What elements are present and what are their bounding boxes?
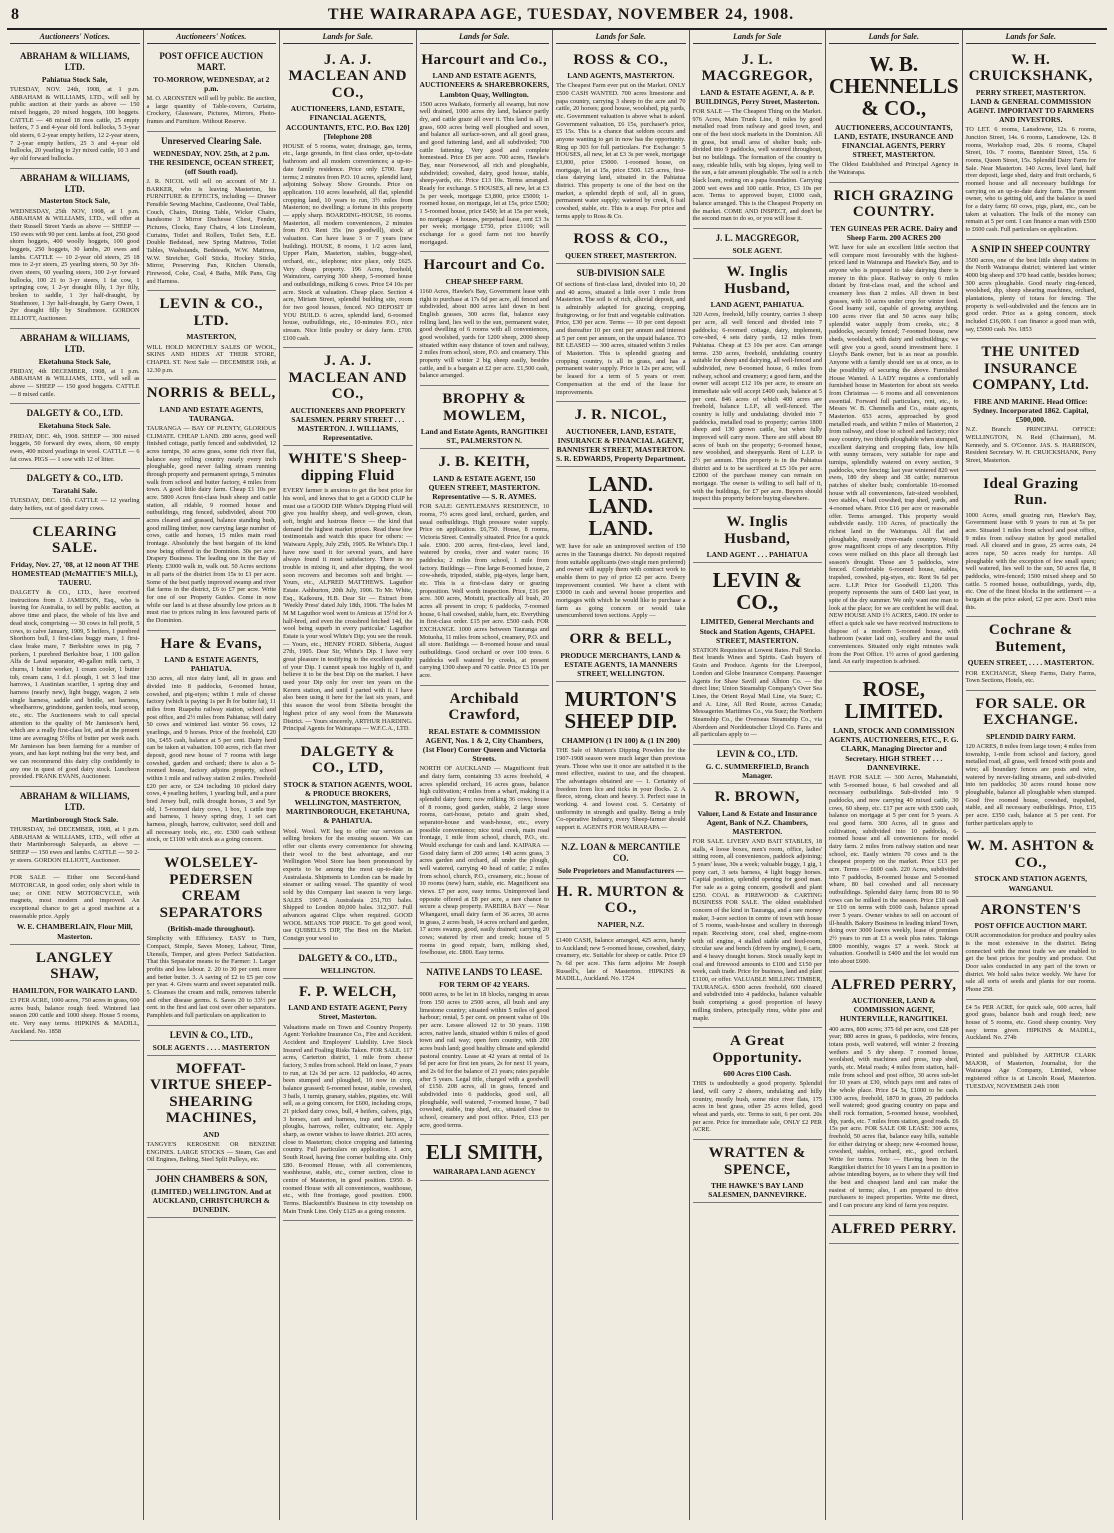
ad-subtitle: LIMITED, General Merchants and Stock and Station Agents, CHAPEL STREET, MASTERTON. <box>699 617 815 645</box>
ad-subtitle: Eketahuna Stock Sale. <box>38 421 111 431</box>
masthead <box>7 6 1107 30</box>
ad-headline: J. A. J. MACLEAN AND CO., <box>288 353 407 403</box>
ad-body: Simplicity with Efficiency. EASY to Turn, Compact, Simple, Saves Money, Labour, Time, Utensils, Temper, and gives Perfect Satisfaction. That this Separator means to the Farmer: 1. Larger profits and less labour. 2. 20 to 30 per cent. more and better butter. 3. A saving of £2 to £5 per cow per year. 4. Gives warm and sweet separated milk. 5. Cleanses the cream and milk, removes tubercle and other disease germs. 6. Saves 20 to 33½ per cent. in the first and last cost over other separators. Pamphlets and full particulars on application to <box>146 935 276 1019</box>
advertisement <box>147 1026 277 1056</box>
advertisement <box>829 183 959 672</box>
newspaper-title: THE WAIRARAPA AGE, TUESDAY, NOVEMBER 24, 1908. <box>327 6 795 23</box>
ad-subtitle: Eketahuna Stock Sale, <box>38 356 111 366</box>
advertisement <box>556 933 686 989</box>
advertisement <box>283 739 413 949</box>
advertisement <box>693 1028 823 1140</box>
ad-body: OUR accommodation for produce and poultry sales is the most extensive in the district. Being connected with the most trade we are enabled to get the best prices for poultry and produce. Out Door sales conducted in any part of the town or district. We hold sales twice weekly. We have for sale all sorts of seeds and plants for our rooms. Phone 258. <box>965 932 1096 994</box>
column-2 <box>144 30 281 1520</box>
ad-headline: Cochrane & Butement, <box>988 622 1073 655</box>
ad-body: THURSDAY, 3rd DECEMBER, 1908, at 1 p.m. ABRAHAM & WILLIAMS, LTD., will offer at their Martinborough Saleyards, as above — SHEEP — 150 ewes and lambs. CATTLE — 50 2-yr steers. GORDON ELLIOTT, Auctioneer. <box>10 826 140 864</box>
page-number: 8 <box>11 6 19 23</box>
advertisement <box>966 833 1097 896</box>
ad-subtitle: LAND AGENT . . . PAHIATUA <box>706 550 808 560</box>
advertisement <box>10 169 140 329</box>
ad-body: Wool. Wool. WE beg to offer our services as selling brokers for the ensuing season. We can offer our clients every convenience for showing their wool to the best advantage, and our Wellington Wool Store has been pronounced by experts to be among the most up-to-date in Australasia. Shipments to London can be made by steamer or sailing vessel. The quantity of wool sold by this Company last season is very large. SALES 1907-8. Australasia 251,703 bales. Shipped to London 80,000 bales. 312,307. Full advances against Clips when required. GOOD WOOL MEANS TOP PRICE. To get good wool, use QUIBELL'S DIP, The Best on the Market. Consign your wool to <box>283 827 413 942</box>
ad-signature: W. E. CHAMBERLAIN, Flour Mill, Masterton. <box>16 922 133 941</box>
ad-subtitle: AUCTIONEERS AND PROPERTY SALESMEN. PERRY STREET . . . MASTERTON. J. WILLIAMS, Representative. <box>289 405 406 443</box>
ad-body: WILL HOLD MONTHLY SALES OF WOOL, SKINS AND HIDES AT THEIR STORE, CHAPEL ST. Next Sale — DECEMBER 16th, at 12.30 p.m. <box>146 343 276 374</box>
ad-subtitle: WELLINGTON. <box>320 965 376 975</box>
ad-subtitle: REAL ESTATE & COMMISSION AGENT, Nos. 1 & 2, City Chambers, (1st Floor) Corner Queen and Victoria Streets. <box>422 726 546 764</box>
ad-subtitle: Friday, Nov. 27, '08, at 12 noon AT THE HOMESTEAD (McMATTIE'S MILL), TAUERU. <box>10 559 139 587</box>
advertisement <box>966 471 1097 618</box>
ad-body: TAURANGA — BAY OF PLENTY, GLORIOUS CLIMATE. CHEAP LAND. 280 acres, good well finished cottage, partly fenced and subdivided, 12 acres turnips, 30 acres grass, some rich river flat, balance easy rolling country nearly every inch ploughable, good never failing stream running through property and permanent springs, 5 minutes walk from school and butter factory, 4 miles from town. A good little dairy farm. Cheap £1 10s per acre. 5800 Acres first-class bush sheep and cattle station, all ridable, 9 roomed house and outbuildings, ring fenced, subdivided, about 700 acres cleared and grassed, balance standing bush, good milling timber, now carrying large number of cows, cattle and horses, 15 miles main road frontage. Absolutely the best bargain of its kind now being offered in the Dominion. 30s per acre. Drapery Business. The leading one in the Bay of Plenty. £3000 walk in, walk out. 50 Acres sections in all parts of the district from 15s to £1 per acre. Some of the best partly improved swamp and river flat farms in the district, £6 to £7 per acre. Write for one of our Property Guides. Come in now while our land is at these absurdly low prices as it must rise to prices ruling in less favoured parts of the Dominion. <box>146 425 276 624</box>
ad-title: LEVIN & CO., LTD., <box>169 1029 253 1040</box>
advertisement <box>283 47 413 349</box>
advertisement <box>420 449 550 685</box>
ad-body: FOR SALE: GENTLEMAN'S RESIDENCE, 10 rooms, 7½ acres good land, orchard, garden, and usual outbuildings. High pressure water supply. Price on application. £6,750. House, 8 rooms, Victoria Street. Centrally situated. Price for a quick sale. £900. 200 acres, first-class, level land, watered by creeks, river and water races; 16 paddocks; 2 miles from school, 1 mile from factory. Buildings — Fine large 8-roomed house, 2 cow-sheds, tripoded, stable, pig-styes, large barn, etc. This is a first-class dairy or grazing proposition. Well worth inspection. Price, £16 per acre. 300 acres, Motuiti, practically all bush, 20 acres all present in crop; 6 paddocks, 7-roomed house, 6 bail cowshed, stable, barn, etc. Everything in first-class order. £15 per acre. £500 cash. FOR EXCHANGE. 1000 acres between Tauranga and Motuoha, 11 miles from school, creamery, P.O. and all store. Buildings — 8-roomed house and usual outbuildings. Good orchard or over 100 trees. 6 paddocks well watered by creeks, at present carrying 1300 sheep and 70 cattle. Price £3 10s per acre. <box>419 503 549 680</box>
ad-subtitle: LAND AGENT, PAHIATUA. <box>710 300 804 310</box>
advertisement <box>966 240 1097 340</box>
column-1 <box>7 30 144 1520</box>
advertisement <box>556 682 686 838</box>
ad-headline: W. Inglis Husband, <box>724 514 791 547</box>
ad-subtitle: LAND, STOCK AND COMMISSION AGENTS, AUCTIONEERS, ETC., F. G. CLARK, Managing Director and Secretary. HIGH STREET . . . DANNEVIRKE. <box>829 726 959 772</box>
ad-headline: W. M. ASHTON & CO., <box>966 838 1095 871</box>
advertisement <box>420 252 550 386</box>
ad-title: J. L. MACGREGOR, <box>715 233 799 244</box>
advertisement <box>10 329 140 405</box>
ad-body: NORTH OF AUCKLAND — Magnificent fruit and dairy farm, containing 33 acres freehold, 4 acres splendid orchard, 16 acres grass, balance high cultivation; 4 miles from a wharf, making it a splendid dairy farm; now milking 36 cows; house of 8 rooms, good garden, stable, 2 large store rooms, cart-house, potato and grain shed, separator-house and wash-house, etc., every possible convenience; nice total creek, main road frontage, 1 mile from school, church, P.O., etc. Would exchange for cash and land. KAIPARA — Good dairy farm of 200 acres; 140 acres grass, 3 acres garden and orchard, all under the plough, well watered, carrying 40 head of cattle; 2 miles from school, church, P.O., creamery, etc.; house of 10 rooms (new) barn, stable, etc. Magnificent sea views. £7 per acre, easy terms. Unimproved land opposite offered at £8 per acre, a rare chance to secure a cheap property. PAREIRA BAY — Near Whangarei, small dairy farm of 36 acres, 30 acres in grass, 2 acres bush, 14 acres orchard and garden, 17 acres swamp, good, easily drained; carrying 20 cows; watered by river and creek; house of 5 rooms in good repair, barn, milking shed, fowlhouse, etc. £800. Easy terms. <box>419 765 549 957</box>
ad-body: 9000 acres, to be let in 18 blocks, ranging in areas from 150 acres to 2500 acres, all bush and any limestone country; situated within 5 miles of good harbour; rental, 5 per cent. on present value of 10s per acre. Lessee allowed 12 to 30 years. 1198 acres, native lands, situated within 6 miles of good town and rail way; open fern country, with 200 acres bush land; good healthy climate and splendid pastoral country. Lease at 42 years at rental of 1s 6d per acre for first ten years, 2s for next 11 years, and 2s 6d for the balance of 21 years; rates payable after 5 years. Legal title, charged with a goodwill of £150. 208 acres, all in grass, fenced and subdivided into 6 paddocks, good soil, all ploughable, well watered, 7-roomed house, 7 bail cowshed, stable, trap shed, etc., situated close to school, creamery and post office. Price, £13 per acre, good terms. <box>419 991 549 1129</box>
ad-headline: DALGETY & CO., LTD, <box>300 743 395 777</box>
ad-subtitle: (British-made throughout). <box>167 924 255 934</box>
column-heading: Lands for Sale. <box>420 32 550 44</box>
ad-subtitle: MASTERTON, <box>186 332 237 342</box>
advertisement <box>693 563 823 745</box>
ad-body: N.Z. Branch: PRINCIPAL OFFICE: WELLINGTON, N. Reid (Chairman), M. Kennedy, and S. O'Connor. JAS. S. HARRISON, Resident Secretary. W. H. CRUICKSHANK, Perry Street, Masterton. <box>965 426 1096 465</box>
ad-subtitle: LAND & ESTATE AGENTS, PAHIATUA. <box>164 655 259 674</box>
advertisement <box>829 1216 959 1245</box>
ad-subtitle: PERRY STREET, MASTERTON. LAND & GENERAL COMMISSION AGENT. IMPORTANT TO FARMERS AND INVESTORS. <box>967 87 1094 125</box>
ad-body: 1000 Acres, small grazing run, Hawke's Bay, Government lease with 9 years to run at 5s per acre. Situated 1 miles from school and post office, 9 miles from railway station by good metalled road. All cleared and in grass, 25 acres oats, 24 acres rape, 50 acres ready for turnips. All ploughable with the exception of few small spurs; well watered, lies well to the sun, 50 acres flat, 8 paddocks, wire-fenced; 1500 mixed sheep and 50 cattle. 5 roomed house, outbuildings, yards, dip, etc. One of the finest blocks in the settlement — a bargain at the price asked, £2 per acre. Don't miss this. <box>965 511 1096 611</box>
ad-subtitle: SPLENDID DAIRY FARM. <box>985 731 1076 741</box>
ad-title: SUB-DIVISION SALE <box>576 268 665 279</box>
ad-subtitle: STOCK & STATION AGENTS, WOOL & PRODUCE BROKERS, WELLINGTON, MASTERTON, MARTINBOROUGH, EKETAHUNA, & PAHIATUA. <box>283 779 413 826</box>
ad-body: 1160 Acres, Hawke's Bay, Government lease with right to purchase at 17s 6d per acre, all fenced and subdivided, about 800 acres laid down in best English grasses, 300 acres flat, balance easy rolling land, lies well to the sun, permanent water, good dwelling of 6 rooms with all conveniences, good woolshed, yards for 1200 sheep, 2000 sheep situated within easy distance of town and railway, 2 miles from school, store, P.O. and creamery. This property will winter 2 big sheep easily, besides cattle, and is a bargain at £2 per acre. £1,500 cash, balance arranged. <box>419 288 549 380</box>
ad-body: Printed and published by ARTHUR CLARK MAJOR, of Masterton, Journalist, for the Wairarapa Age Company, Limited, whose registered office is at Lincoln Road, Masterton. TUESDAY, NOVEMBER 24th 1908 <box>965 1052 1096 1090</box>
ad-body: 120 ACRES, 8 miles from large town; 4 miles from township, 1-mile from school and factory, good metalled road, all grass, well fenced with posts and wire; all boundary fences are posts and wire, watered by never-failing streams, and sub-divided into ten paddocks; 30 acres round house now ploughable, balance all ploughable when stumped. Good five roomed house, cowshed, trapshed, stable, and all necessary outbuildings. Price, £15 per acre. £350 cash, balance at 5 per cent. For further particulars apply to <box>965 743 1096 827</box>
ad-title: ABRAHAM & WILLIAMS, LTD. <box>19 172 130 194</box>
advertisement <box>966 897 1097 1000</box>
ad-body: FRIDAY, DEC. 4th, 1908. SHEEP — 300 mixed hoggets, 50 forward dry ewes, shorn, 60 empty ewes, 400 mixed yearlings in wool. CATTLE — 6 fat cows. PIGS — 1 sow with 12 of litter. <box>10 432 140 463</box>
advertisement <box>556 264 686 402</box>
ad-body: 320 Acres, freehold, hilly country, carries 3 sheep per acre, all well fenced and divided into 7 paddocks; 6-roomed cottage, dairy, implement, cow-shed, 4 sets dairy yards, 12 miles from Pahiatua. Cheap at £3 10s per acre. Can arrange terms. 230 acres, freehold, undulating country suitable for sheep and dairying, all well-fenced and subdivided, new 8-roomed house, 6 miles from railway, school and creamery; a good farm, and the owner will accept £12 10s per acre, to ensure an immediate sale will accept £400 cash, balance at 5 per cent. 846 acres of which 400 acres are freehold, balance L.I.P., all well-fenced. The country is hilly and undulating; divided into 7 paddocks, metalled road to property; carries 1800 sheep and 130 grown cattle, but when fully improved will carry more. There are still about 80 acres of bush on the property; 6-roomed house, new woolshed, and sheepyards. Rent of L.I.P. is 2½ per annum. This property is in the Pahiatua district and is to be sacrificed at £5 10s per acre. £2000 of the purchase money can remain on mortgage. The owner is willing to sell half of it, with the buildings, for £7 per acre. Buyers should inspect this property before buying elsewhere. <box>692 311 822 503</box>
ad-body: TUESDAY, NOV. 24th, 1908, at 1 p.m. ABRAHAM & WILLIAMS, LTD., will sell by public auction at their yards as above — 150 mixed hoggets, 20 mixed hoggets, 100 hoggets. CATTLE — 48 mixed 18 mos cattle, 25 empty heifers, 7 3 and 4-year old ford. bullocks, 5 3-year old steers, 6 2-year empty heifers, 12 2-year steers, 7 2-year empty heifers, 25 3 and 4-year old bullocks, 20 yearling to 2yr mixed cattle, 10 3 and 4yr old forward bullocks. <box>10 85 140 162</box>
ad-headline: Archibald Crawford, <box>448 690 521 724</box>
ad-body: WEDNESDAY, 25th NOV, 1908, at 1 p.m. ABRAHAM & WILLIAMS, LTD., will offer at their Russell Street Yards as above — SHEEP — 150 ewes with 90 per cent. lambs at foot, 250 good shorn hoggets, 400 woolly hoggets, 100 good hoggets, 250 hoggets, 30 lambs, 20 ewes and lambs. CATTLE — 10 2-year old steers, 25 18 mos to 2-yr steers, 25 yearling steers, 50 3yr 3ft-riven steers, 60 yearling steers, 100 2-yr forward bullocks, 100 21 to 3-yr steers, 1 fat cow, 1 springing cow, 1 2-yr draught filly, 1 3yr filly, broken to saddle, 1 3yr half-draught, by Strathmore, 1 3yr half-draught, by Garry Owen, 1 2yr draught filly by Strathmore. GORDON ELLIOTT, Auctioneer. <box>10 207 140 323</box>
advertisement <box>147 850 277 1026</box>
ad-headline: ALFRED PERRY. <box>831 1220 957 1237</box>
ad-subtitle: G. C. SUMMERFIELD, Branch Manager. <box>705 761 809 780</box>
ad-headline: WRATTEN & SPENCE, <box>708 1145 806 1178</box>
ad-body: FOR SALE — Either one Second-hand MOTORCAR, in good order, only short while in use; or ONE NEW MOTORCYCLE, with magnets, most modern and improved. An exceptional chance to get a good machine at a reasonable price. Apply <box>10 874 140 920</box>
advertisement <box>10 519 140 787</box>
advertisement <box>147 291 277 380</box>
ad-headline: ALFRED PERRY, <box>831 976 957 993</box>
advertisement <box>556 879 686 933</box>
ad-subtitle: QUEEN STREET, MASTERTON. <box>565 250 677 260</box>
ad-headline: R. BROWN, <box>714 789 800 806</box>
ad-headline: BROPHY & MOWLEM, <box>442 391 527 424</box>
column-3 <box>280 30 417 1520</box>
advertisement <box>147 1170 277 1218</box>
ad-body: £3 PER ACRE, 1000 acres, 750 acres in grass, 600 acres bush, balance rough feed. Wintered last season 200 cattle and 1000 sheep. House 5 rooms, etc. Very easy terms. HIPKINS & MADILL, Auckland. No. 1858 <box>10 996 140 1035</box>
ad-headline: THE UNITED INSURANCE COMPANY, Ltd. <box>972 344 1090 394</box>
ad-title: LEVIN & CO., LTD. <box>716 748 798 759</box>
advertisement <box>966 1000 1097 1048</box>
ad-body: STATION Requisites at Lowest Rates. Full Stocks. Best brands Wines and Spirits. Cash buyers of Grain and Produce. Agents for the Liverpool, London and Globe Insurance Company. Passenger Agents for Shaw Savill and Albion Co. — the direct line; Union Steamship Company's Over Sea Lines, the Orient Royal Mail Line, via Suez; C. and A. Line, All Red Route, across Canada; Messageries Maritimes Co., via Suez; the Northern Steamship Co., the Overseas Steamship Co., via Aberdeen and Norddeutscher Lloyd Co. Fares and all particulars apply to — <box>692 646 822 739</box>
advertisement <box>966 617 1097 690</box>
advertisement <box>693 259 823 509</box>
ad-headline: ROSE, LIMITED. <box>844 677 944 724</box>
advertisement <box>693 745 823 784</box>
advertisement <box>966 1048 1097 1096</box>
ad-body: 130 acres, all nice dairy land, all in grass and divided into 8 paddocks, 6-roomed house, cowshed, and pig-styes; within 1 mile of cheese factory (which is paying 1s per lb for butter fat), 11 miles from Ruapehu railway station, school and post office, and 2½ miles from Pahiatua; will dairy 50 cows and wintered last winter 56 cows, 12 yearlings, and 9 horses. Price of the freehold, £20 10s, £455 cash, balance at 5 per cent. Dairy herd can be taken at valuation. 100 acres, rich flat river deposit, good new house of 7 rooms with large cowshed, garden and orchard; there is also a 5-roomed house, factory adjoins property, school within 1 mile and railway station 2 miles. Freehold £20 per acre, or £24 including 10 picked dairy cows, 4 yearling heifers, 1 yearling bull, and a pure bred Jersey bull, milk drought horses, 3 and 5yr old, 1 5-roomed dairy cows, 1 box, 1 cattle trap and harness, 1 heavy spring dray, 1 set cart harness, plough, harrow, cultivator, seed drill and all necessary tools, etc., etc. £300 cash without stock, or £1100 with stock as a going concern. <box>146 675 276 844</box>
advertisement <box>829 47 959 183</box>
advertisement <box>420 1135 550 1180</box>
ad-headline: Hare & Evans, <box>160 635 263 652</box>
ad-body: EVERY farmer is anxious to get the best price for his wool, and knows that to get a GOOD CLIP he must use a GOOD DIP. White's Dipping Fluid will give you healthy sheep, and well-grown, clean, soft, bright and lustrous fleece — the kind that demand the highest market prices. Read these few testimonials and watch this space for others: — Waiwaru Apply, July 25th, 1905. Re White's Dip. I have now used it for several years, and have always found it most satisfactory. There is no trouble in mixing it, and after dipping, the wool soon recovers and becomes soft and bright. — Yours, etc., ALFRED MATTHEWS. Laguthor Estate. Ashburton, 20th July, 1906. To Mr. White, Esq., Kaikoura, H.B. Dear Sir — Extract from 'Weekly Press' dated July 18th, 1906. 'The bales M M M Laguthor wool went to Amicus at 15½d for A half-bred, and even the crossbred fetched 14d, the wool being superb in every particular.' Laguthor Estate is your wool White's Dip; you see the result. — Yours, etc., HENRY FORD. Sibberia, August 27th, 1905. Dear Sir, White's Dip. I have very great pleasure in testifying to the excellent quality of your Dip. I cannot speak too highly of it, and believe it to be the best Dip on the market. I have used your Dip only for over ten years on the Kereru station, and until I parted with it. I have also been using it here for the last six years, and this season the wool from Sibeiia brought the highest price of any wool from the Manawatu District. — Yours sincerely, ARTHUR HARDING. Principal Agents for Wairarapa — W.F.C.A., LTD. <box>283 487 413 733</box>
ad-headline: LANGLEY SHAW, <box>35 949 114 983</box>
ad-body: FOR EXCHANGE, Sheep Farms, Dairy Farms, Town Sections, Hotels, etc. <box>965 669 1096 685</box>
ad-headline: H. R. MURTON & CO., <box>556 883 685 917</box>
advertisement <box>420 47 550 253</box>
ad-subtitle: FIRE AND MARINE. Head Office: Sydney. Incorporated 1862. Capital, £500,000. <box>973 396 1089 425</box>
ad-headline: MURTON'S SHEEP DIP. <box>564 687 677 734</box>
column-6 <box>690 30 827 1520</box>
ad-subtitle: WEDNESDAY, NOV. 25th, at 2 p.m. THE RESIDENCE, OCEAN STREET, (off South road). <box>148 148 274 176</box>
advertisement <box>693 509 823 563</box>
column-7 <box>826 30 963 1520</box>
advertisement <box>556 402 686 467</box>
ad-body: Valuations made on Town and Country Property. Agent: Yorkshire Insurance Co., Fire and Accident. Accident and Employers' Liability. Live Stock Insured and Foaling Risks Taken. FOR SALE. 117 acres, Carterton district, 1 mile from cheese factory, 3 miles from school. Held on lease, 7 years to run, at 12s 3d per acre. 12 paddocks, 40 acres, been stumped and ploughed, 10 now in crop, balance grassed; 6-roomed house, stable, cowshed, 3 bails, 1 turnip, granary, stables, pigsties, etc. Will sell, as a going concern, for £600, including crops, 21 picked dairy cows, bull, 4 heifers, calves, pigs, 3 horses, cart and harness, trap and harness, 2 ploughs, harrows, roller, cultivator, etc. Apply sharp, as owner wishes to leave district. 203 acres, close to Masterton; choice cropping and fattening country. Full particulars on application. 1 acre, South Road, having fine corner building site. Only £80. 8-roomed House, with all conveniences, washhouse, stable, etc., corner section, close to centre of Masterton, in good position. £950. 8-roomed House with all conveniences, washhouse, etc., with fine frontage, good position. £900. Terms. Blacksmith's Business in city township on Main Trunk Line. Only £125 as a going concern. <box>283 1023 413 1215</box>
ad-subtitle: Sole Proprietors and Manufacturers — <box>557 865 684 875</box>
ad-subtitle: CHEAP SHEEP FARM. <box>445 276 524 286</box>
ad-headline: WHITE'S Sheep-dipping Fluid <box>288 451 408 484</box>
advertisement <box>693 229 823 259</box>
ad-body: TO LET. 6 rooms, Lansdowne, 12s. 6 rooms, Junction Street, 14s. 6 rooms, Lansdowne, 12s. 8 rooms, Workshop road, 20s. 6 rooms, Chapel Street, 10s. 7 rooms, Bannister Street, 15s. 6 rooms, Queen Street, 15s. Splendid Dairy Farm for Sale. Near Masterton. 140 Acres, level land, half river deposit, large shed, dairy and fruit orchards, 6 roomed house and all necessary buildings for carrying on an up-to-date dairy farm. The present owner, who is getting old, and the balance is used for a dairy farm; 60 cows, pigs, plant, etc., can be taken at valuation. The bulk of the money can remain at 5 per cent. I can finance a man with £500 to £600 cash. Full particulars on application. <box>965 126 1096 234</box>
ad-headline: LAND. LAND. LAND. <box>588 472 654 541</box>
advertisement <box>420 386 550 449</box>
ad-body: £1400 CASH, balance arranged, 425 acres, handy to Auckland; new 5-roomed house, cowshed, dairy, creamery, etc. Suitable for sheep or cattle. Price £9 7s 6d per acre. This farm adjoins Mr Joseph Russell's, late of Masterton. HIPKINS & MADILL, Auckland. No. 1724 <box>556 936 686 983</box>
ad-subtitle: Land and Estate Agents, RANGITIKEI ST., PALMERSTON N. <box>420 427 548 446</box>
ad-body: THIS is undoubtedly a good property. Splendid land, will carry 2 sheers, undulating and hilly country, mostly bush, some nice river flats, 175 acres in best grass, other 25 acres felled, good wheat and yards, etc. Terms to suit, 6 per cent. 20s per acre. Price for immediate sale, ONLY £2 PER ACRE. <box>692 1080 822 1134</box>
column-5 <box>553 30 690 1520</box>
advertisement <box>966 47 1097 240</box>
newspaper-page <box>7 6 1107 1521</box>
advertisement <box>147 132 277 292</box>
ad-subtitle: NAPIER, N.Z. <box>597 919 645 929</box>
ad-title: ABRAHAM & WILLIAMS, LTD. <box>19 790 130 812</box>
ad-title: ABRAHAM & WILLIAMS, LTD. <box>19 50 130 72</box>
ad-subtitle: AND <box>203 1129 220 1139</box>
column-heading: Lands for Sale <box>693 32 823 44</box>
ad-title: POST OFFICE AUCTION MART. <box>159 50 264 72</box>
ad-subtitle: Valuer, Land & Estate and Insurance Agent, Bank of N.Z. Chambers, MASTERTON. <box>697 808 817 836</box>
ad-subtitle: AUCTIONEER, LAND & COMMISSION AGENT, HUNTERVILLE, RANGITIKEI. <box>840 996 948 1024</box>
ad-title: N.Z. LOAN & MERCANTILE CO. <box>561 841 681 863</box>
ad-subtitle: TEN GUINEAS PER ACRE. Dairy and Sheep Farm. 200 ACRES 200 <box>830 223 958 242</box>
ad-body: TANGYE'S KEROSENE OR BENZINE ENGINES. LARGE STOCKS — Steam, Gas and Oil Engines, Belting, Steel Split Pulleys, etc. <box>146 1140 276 1164</box>
ad-subtitle: QUEEN STREET, . . . . MASTERTON. <box>967 658 1094 668</box>
ad-subtitle: SOLE AGENT. <box>732 246 782 256</box>
column-heading: Lands for Sale. <box>966 32 1097 44</box>
ad-body: 1500 acres Waikato, formerly all swamp, but now well drained, 1000 acres dry land, balance partly dry, and cattle graze all over it. This land is all in grass, 600 acres being well ploughed and sown, and balance all surface-sown, and all good grass, and good fattening land, and all subdivided; 700 cattle fattening. Very good and complete homestead. Price £6 per acre. 700 acres, Hawke's Bay, near Norsewood, all rich and ploughable, subdivided; cowshed, dairy, good house, stable, sheep-yards, etc. Price £13 10s. Terms arranged. Ready for exchange. 5 HOUSES, all new, let at £3 3s per week, mortgage £3,800, price £5000; 1-roomed house, on mortgage, let at 15s, price £500; 1 5-roomed house, price £450; let at 15s per week, no mortgage. 4 houses, perpetual lease, rent £3 3s per week; mortgage £750, price £1100; will exchange for a good farm not too heavily mortgaged. <box>419 100 549 246</box>
advertisement <box>283 348 413 446</box>
ad-body: J. R. NICOL will sell on account of Mr J. BARKER, who is leaving Masterton, his FURNITURE & EFFECTS, including — Drawer Fensible Sewing Machine, Castleonne, Oval Table, Couch, Chairs, Dining Table, Wicker Chairs, handsome 3 Mirror Duchesse Chest, Fender, Pictures, Clocks, Easy Chairs, 4 lots Linoleum, Curtains, Toilet and Rollers, Toilet Sets, E.E. Double Bedstead, new Spring Mattress, Toilet Tables, Washstands, Bedsteads, W.W. Mattress, W.W. Stretcher, Golf Sticks, Hockey Sticks, Mirror, Preserving Pan, Kitchen Utensils, Firewood, Coke, Coal, 4 Baths, Milk Pans, Gig and Harness. <box>146 178 276 285</box>
advertisement <box>147 1056 277 1170</box>
ad-subtitle: AUCTIONEER, LAND, ESTATE, INSURANCE & FINANCIAL AGENT, BANNISTER STREET, MASTERTON. S. R. EDWARDS, Property Department. <box>556 426 686 464</box>
advertisement <box>556 226 686 264</box>
ad-headline: ELI SMITH, <box>425 1140 543 1165</box>
ad-subtitle: THE HAWKE'S BAY LAND SALESMEN, DANNEVIRKE. <box>708 1181 807 1200</box>
ad-subtitle: Martinborough Stock Sale. <box>31 814 119 824</box>
column-8 <box>963 30 1100 1520</box>
ad-headline: ARONSTEN'S <box>980 901 1082 918</box>
advertisement <box>10 787 140 870</box>
column-4 <box>417 30 554 1520</box>
ad-subtitle: SOLE AGENTS . . . . MASTERTON <box>152 1042 270 1052</box>
ad-headline: LEVIN & CO., LTD. <box>159 296 263 329</box>
ad-body: 3500 acres, one of the best little sheep stations in the North Wairarapa district; wintered last winter 4000 big sheep and 370 head cattle, besides horses; 300 acres ploughable. Good nearly ring-fenced, woolshed, dip, sheep shearing machines, orchard, plantations, plenty of totara for fencing. The property is well-subdivided and the fences are in good order. Price as a going concern, stock included £16,000. I can finance a good man with, say, £5000 cash. No. 1853 <box>965 256 1096 333</box>
advertisement <box>420 963 550 1135</box>
ad-headline: CLEARING SALE. <box>32 523 118 557</box>
advertisement <box>693 784 823 1028</box>
ad-headline: W. Inglis Husband, <box>724 264 791 297</box>
advertisement <box>10 47 140 169</box>
column-heading: Lands for Sale. <box>556 32 686 44</box>
ad-body: The Cheapest Farm ever put on the Market. ONLY £500 CASH WANTED. 700 acres limestone and papa country, carrying 3 sheep to the acre and 70 cattle, 20 horses; good house, woolshed, pig yards, etc. Government valuation is above what is asked. Government valuation, £6 15s, purchaser's price, £5 15s. This is a chance that seldom occurs and anyone wanting to get in now has the opportunity. Ring up 303 for full particulars. For Exchange: 5 HOUSES, all new, let at £3 3s per week, mortgage £3,800, price £5000. 1-roomed house, on mortgage, let at 15s, price £500. 125 acres, first-class dairying land, situated in the Pahiatua district. This property is one of the best on the market, a splendid depth of soil, all in grass, permanent water supply; watered by creek, 6 bail cowshed, stable, etc. This is a snap. For price and terms apply to Ross & Co. <box>556 82 686 220</box>
ad-headline: J. A. J. MACLEAN AND CO., <box>288 51 407 101</box>
ad-body: WE have for sale an excellent little section that will compare most favourably with the highest-priced land in Wairarapa and Hawke's Bay, and to anyone who is prepared to take dairying there is money in this place. Railway to only 6 miles distant by first-class road, and the school and creamery less than 2 miles. All down in best grasses, with 10 acres under crop for winter feed. Good loamy soil, capable of growing anything. 100 acres river flat and 50 acres easy hills; splendid water supply from creeks, etc.; 8 paddocks, securely fenced; 7-roomed house, new sheds, woolshed, with dairy and outbuildings; we will give you a good, sound investment here. 1 Lloyd's Bank owner, but is as near as possible. Anyone with a family should see us at once, as to the possibility of securing the above. Furnished House Wanted. A LADY requires a comfortably furnished house in Masterton for about six weeks from Christmas — 6 rooms and all conveniences essential. Forward full particulars, rent, etc., to Messrs W. B. Chennells and Co., estate agents, Masterton. 653 acres, approached by good metalled roads, and within 7 miles of Masterton, 2 from railway, and close to school and factory; nice easy country, two thirds ploughable when stumped, excellent dairying and cropping flats, low hills with sunny terraces, very suitable for rape and turnips, splendidly watered on every section, 9 paddocks, wire fencing; last year wintered 820 wet ewes, 180 dry sheep and 38 cattle; numerous patches of shelter bush; comfortable 10-roomed house with all conveniences, fair-sized woolshed, two stables, 4 bail cowshed, trap shed, yards, and 4-roomed whare. Price £16 per acre or reasonable offer. Terms arranged. This property would subdivide easily. 110 Acres, of practically the richest land in the Wairarapa. All flat and ploughable, mostly river-made country. Would grow magnificent crops of any description. Fifty cows were milked on this place all through last season's drought. Those are 5 paddocks, wire fenced. Comfortable 6-roomed house, stables, trapshed, cowshed, pig-styes, etc. Rent 9s 6d per acre. L.I.P. Price for Goodwill £1,200. This property represents the sum of £400 last year, in spite of the dry summer. We only want one man to look at the place; for we are confident he will deal. NEW HOUSE AND 1½ ACRES, £400. IN order to effect a quick sale we have received instructions to dispose of a modern 5-roomed house, with bathroom (water laid on), scullery and the usual conveniences. Situated only eight minutes walk from the Post Office. 1½ acres of good gardening land. An early inspection is advised. <box>829 244 959 666</box>
columns-container <box>7 30 1107 1520</box>
ad-title: A SNIP IN SHEEP COUNTRY <box>971 243 1091 254</box>
ad-title: DALGETY & CO., LTD., <box>298 952 398 963</box>
advertisement <box>10 870 140 944</box>
ad-body: THE Sale of Murton's Dipping Powders for the 1907-1908 season were much larger than previous years. Those who use it once are satisfied it is the most effective, easiest to use, and the cheapest. The advantages obtained are — 1. Certainty of freedom from lice and ticks in your flocks. 2. A fleece, strong, clean and heavy. 3. Perfect ease in working. 4. and lowest cost. 5. Certainty of uniformity in strength and quality. Being a truly Co-operative Industry, every Sheep-farmer should support it. AGENTS FOR WAIRARAPA — <box>556 747 686 831</box>
advertisement <box>829 672 959 972</box>
ad-body: FOR SALE — The Cheapest Thing on the Market. 976 Acres, Main Trunk Line, 8 miles by good metalled road from railway and good town, and one of the best stock markets in the Dominion. All in grass, but small area of shelter bush; sub-divided into 9 paddocks, well watered throughout, but no buildings. The formation of the country is easy, rideable hills, with big slopes, lying well to the sun, a fair amount ploughable. The soil is a rich black loam, resting on a papa foundation. Carrying 2000 wet ewes and 100 cattle. Price, £3 10s per acre. Terms to approved buyer, £1000 cash, balance arranged. This is the Cheapest Property on the market. COME AND INSPECT, and don't be the second man to do so, or you will lose it. <box>692 108 822 223</box>
ad-subtitle: LAND AND ESTATE AGENTS, TAURANGA. <box>159 404 263 423</box>
ad-subtitle: HAMILTON, FOR WAIKATO LAND. <box>12 985 137 995</box>
ad-headline: Harcourt and Co. <box>423 257 545 274</box>
ad-title: ABRAHAM & WILLIAMS, LTD. <box>19 332 130 354</box>
ad-subtitle: Pahiatua Stock Sale, <box>41 74 108 84</box>
advertisement <box>693 47 823 229</box>
ad-body: WE have for sale an unimproved section of 150 acres in the Tauranga district. No deposit required from suitable applicants (two single men preferred) and owner will supply them with contract work to enable them to pay of price £2 per acre. Every improvement counted. We have a client with £3000 in cash and several house properties and mortgages with which he would like to purchase a farm as going concern or would take unencumbered town sections. Apply — <box>556 543 686 620</box>
ad-body: 400 acres, 800 acres; 375 6d per acre, cost £28 per year; 880 acres in grass, 6 paddocks, wire fences, totara posts, well watered, will winter 2 freezing wethers and 5 dry sheep. 7 roomed house, woolshed, with machines and press, trap shed, yards, etc. Metal roads; 4 miles from station, half-mile from school and post office, 30 acres sub-let for 10 years at £30, which pays rent and rates of the whole place. Price £4 5s, £1000 to be cash. 1300 acres, freehold, 1870 in grass, 20 paddocks well watered; good grazing country on papa and shell rock formation, 5-roomed house, woolshed, dip, yards, etc. 7 miles from station, good roads. £6 15s per acre. FOR SALE OR LEASE: 300 acres, freehold, 50 acres flat, balance easy hills, suitable for either dairying or sheep; new 4-roomed house, cowshed, stables, orchard, etc., good orchard. Write for terms. Note — Having been in the Rangitikei district for 10 years I am in a position to advise intending buyers, as to where they will find the best and cheapest land and can make the easiest of terms; also, I am prepared to drive purchasers to inspect properties. Write me direct, and I can procure any kind of farm you require. <box>829 1025 959 1209</box>
column-heading: Lands for Sale. <box>283 32 413 44</box>
advertisement <box>966 691 1097 834</box>
ad-subtitle: POST OFFICE AUCTION MART. <box>974 921 1087 931</box>
ad-headline: W. H. CRUICKSHANK, <box>968 51 1093 85</box>
ad-headline: A Great Opportunity. <box>712 1033 803 1066</box>
ad-subtitle: AUCTIONEERS, ACCOUNTANTS, LAND, ESTATE, INSURANCE AND FINANCIAL AGENTS, PERRY STREET, MASTERTON. <box>833 122 954 160</box>
ad-body: Of sections of first-class land, divided into 10, 20 and 40 acres, situated a little over 1 mile from Masterton. The soil is of rich, alluvial deposit, and is admirably adapted for grazing, cropping, fruitgrowing, or for fruit and vegetable cultivation. Price, £30 per acre. Terms — 10 per cent deposit and thereafter 10 per cent per annum and interest at 5 per cent per annum, on the unpaid balance. TO BE LEASED — 300 acres, situated within 3 miles of Masterton. This is splendid grazing and cropping country, is all in grass, and has a permanent water supply. Price is 12s per acre; will be leased for a term of 5 years or over. Compensation at the end of the lease for improvements. <box>556 281 686 396</box>
ad-headline: ROSS & CO., <box>573 231 669 248</box>
ad-headline: RICH GRAZING COUNTRY. <box>833 187 955 221</box>
advertisement <box>556 47 686 227</box>
ad-subtitle: PRODUCE MERCHANTS, LAND & ESTATE AGENTS, 1A MANNERS STREET, WELLINGTON. <box>560 650 682 678</box>
advertisement <box>147 380 277 630</box>
ad-headline: J. R. NICOL, <box>574 407 667 424</box>
advertisement <box>283 979 413 1222</box>
ad-headline: Ideal Grazing Run. <box>983 475 1079 509</box>
advertisement <box>556 626 686 682</box>
ad-headline: F. P. WELCH, <box>298 983 397 1000</box>
ad-title: NATIVE LANDS TO LEASE. <box>426 967 543 978</box>
column-heading: Auctioneers' Notices. <box>10 32 140 44</box>
column-heading: Lands for Sale. <box>829 32 959 44</box>
ad-subtitle: STOCK AND STATION AGENTS, WANGANUI. <box>974 874 1088 893</box>
ad-headline: ORR & BELL, <box>569 631 673 648</box>
ad-body: DALGETY & CO., LTD., have received instructions from J. JAMIESON, Esq., who is leaving for Australia, to sell by public auction, at above time and place, the whole of his live and dead stock, comprising — 30 cows in full profit, 5 cows, to calve January, 1909, 5 heifers, 1 purebred Shorthorn bull, 1 first-class buggy mare, 1 first-class brake mare, 7 Berkshire sows in pig, 7 porkers, 1 purebred Berkshire boar, 1 100 gallon Alfa de Laval separator, 40-gallon milk carts, 3 churns, 1 butter worker, 1 cream cooler, 1 butter tub, cream cans, 1 d.f. plough, 1 set 3 leaf tine harrows, 1 Austinian scarifier, 1 spring dray and harness (nearly new), light buggy, wagon, 2 sets single harness, saddle and bridle, set harness, wheelbarrow, grindstone, garden tools, mud scoop, etc., etc. The Auctioneers wish to call special attention to the quality of Mr Jamieson's herd, which are a really first-class lot, and at the present time are averaging 5½lbs of butter per week each. Mr Jamieson has been farming for a number of years, and has kept nothing but the very best, and we can recommend this dairy clip confidently to any one in quest of good dairy stock. Luncheon provided. FRANK EVANS, Auctioneer. <box>10 589 140 781</box>
ad-subtitle: LAND & ESTATE AGENT, A. & P. BUILDINGS, Perry Street, Masterton. <box>695 87 820 106</box>
ad-subtitle: LAND & ESTATE AGENT, 150 QUEEN STREET, MASTERTON. Representative — S. R. AYMES. <box>428 473 540 502</box>
advertisement <box>420 686 550 963</box>
ad-body: HOUSE of 5 rooms, water, drainage, gas, terms, etc., large grounds, in first class order, up-to-date bathroom and all modern conveniences; a up-to-date family residence. Price only £700. Easy terms; 2 minutes from P.O. 10 acres, splendid land, adjoining Solway Show Grounds. Price on application. 110 acres leasehold, all flat, splendid cropping land, 10 years to run, 3½ miles from Masterton; no dwelling; a fortune in this property — apply sharp. BOARDING-HOUSE, 16 rooms. Masterton, all modern conveniences, 2 minutes from P.O. Rent 35s (no goodwill), stock at valuation. Can have lease 3 or 7 years (new building). HOUSE, 8 rooms, 1 1/2 acres land, Upper Plain, Masterton, stables, buggy-shed, orchard, etc., telephone; nice place, only £625. Very cheap property. 196 Acres, freehold, Wainuioru, carrying 300 sheep, 5-roomed house and outbuildings, milking 6 cows. Price £4 10s per acre. Stock at valuation. Cheap place. Section 4 acre, Miriam Street, splendid building site, room for two good houses, fenced. NO DEPOSIT IF YOU BUILD. 6 acres, splendid land, 6-roomed house, outbuildings, etc., 10-minutes P.O., nice stream. Nice little poultry or dairy farm. £700. £100 cash. <box>283 142 413 342</box>
ad-subtitle: 600 Acres £100 Cash. <box>723 1069 792 1079</box>
ad-title: DALGETY & CO., LTD. <box>26 408 123 419</box>
ad-headline: ROSS & CO., <box>573 51 669 68</box>
ad-title: JOHN CHAMBERS & SON, <box>155 1173 268 1184</box>
ad-headline: WOLSELEY-PEDERSEN CREAM SEPARATORS <box>159 855 263 921</box>
ad-headline: J. B. KEITH, <box>438 454 530 471</box>
ad-body: The Oldest Established and Principal Agency in the Wairarapa. <box>829 161 959 177</box>
ad-title: DALGETY & CO., LTD. <box>26 473 123 484</box>
ad-subtitle: Masterton Stock Sale, <box>39 196 110 206</box>
ad-headline: LEVIN & CO., <box>712 568 802 615</box>
ad-body: M. O. ARONSTEN will sell by public. Be auction, a large quantity of Table-covers, Curtains, Crockery, Glassware, Pictures, Mirrors, Photo-frames and Furniture. Without Reserve. <box>146 94 276 125</box>
advertisement <box>147 631 277 851</box>
ad-subtitle: WAIRARAPA LAND AGENCY <box>432 1167 536 1177</box>
advertisement <box>829 972 959 1216</box>
ad-body: FOR SALE. LIVERY AND BAIT STABLES, 18 stalls, 4 loose boxes, men's room, office, ladies' sitting room, all conveniences, paddock adjoining; 5 years' lease, 30s a week; valuable buggy, 1 gig, 1 pony cart, 3 sets harness, 4 light buggy horses. Capital position, splendid opening for good man. For sale as a going concern, goodwill and plant £250. COAL & FIREWOOD & CARTING BUSINESS FOR SALE. The oldest established concern of the kind in Tauranga, and a rare money maker, 3-acre section in centre of town with house of 5 rooms, wash-house and scullery in thorough repair. Receiving store, coal shed, engine-room with oil engine, 4 stalled stable and feed-room, circular saw and bench (driven by engine), 6 carts, and 4 heavy draught horses. Stock usually kept in coal and firewood amounts to £100 and £150 per week, cash trade. Price for business, land and plant £1100, or offer. VALUABLE MILLING TIMBER, TAURANGA. 6500 acres freehold, 600 cleared and subdivided into 4 paddocks, balance valuable bush comprising a good proportion of heavy milling timbers, principally rimu, white pine and maple. <box>692 838 822 1022</box>
advertisement <box>556 467 686 626</box>
ad-subtitle: Taratahi Sale. <box>52 486 98 496</box>
ad-body: HAVE FOR SALE — 300 Acres, Mahanatahi, with 5-roomed house, 6 bail cowshed and all necessary outbuildings. Sub-divided into 9 paddocks, and now carrying 40 mixed cattle, 30 cows, 60 sheep, etc. £17 per acre with £500 cash, balance on mortgage at 5 per cent for 5 years. A real good farm. 300 Acres, all in grass and cultivation, subdivided into 10 paddocks, 6-roomed house and all conveniences for model dairy farm. 2 miles from railway station and near school, etc. Easily winters 70 cows and is the cheapest property on the market. Price £13 per acre. Terms — £600 cash. 220 Acres, subdivided into 7 paddocks, 8-roomed house and 5-roomed whare, 80 bail cowshed and all necessary outbuildings. Splendid dairy farm; from 80 to 90 cows can be milked in the season. Price £18 cash or £10 on terms with £600 cash, balance spread over 5 years. Owner wishes to sell on account of ill-health. Bakery Business in leading inland Town, doing over 3000 loaves weekly, lease of premises 2½ years to run at £3 a week plus rates. Takings £800 monthly, wages £7 a week. Stock at valuation. Goodwill is £400 and the lot would run into about £600. <box>829 773 959 965</box>
ad-headline: Harcourt and Co., <box>421 51 548 68</box>
ad-headline: W. B. CHENNELLS & CO., <box>829 51 959 120</box>
ad-subtitle: LAND AGENTS, MASTERTON. <box>567 71 675 81</box>
ad-headline: FOR SALE. OR EXCHANGE. <box>975 695 1087 729</box>
advertisement <box>556 838 686 879</box>
ad-headline: NORRIS & BELL, <box>146 385 276 402</box>
ad-subtitle: TO-MORROW, WEDNESDAY, at 2 p.m. <box>153 74 270 93</box>
ad-subtitle: AUCTIONEERS, LAND, ESTATE, FINANCIAL AGENTS, ACCOUNTANTS, ETC. P.O. Box 120] [Telephone 208 <box>285 104 410 141</box>
ad-subtitle: LAND AND ESTATE AGENT, Perry Street, Masterton. <box>288 1003 408 1022</box>
advertisement <box>966 339 1097 470</box>
ad-body: £4 5s PER ACRE, for quick sale, 600 acres, half good grass, balance bush and rough feed; new house of 5 rooms, etc. Good sheep country. Very easy terms given. HIPKINS & MADILL, Auckland. No. 274b <box>965 1003 1096 1042</box>
advertisement <box>10 945 140 1042</box>
advertisement <box>147 47 277 132</box>
advertisement <box>283 949 413 979</box>
ad-headline: J. L. MACGREGOR, <box>701 51 813 85</box>
ad-title: Unreserved Clearing Sale. <box>160 135 262 146</box>
ad-subtitle: LAND AND ESTATE AGENTS, AUCTIONEERS & SHAREBROKERS, Lambton Quay, Wellington. <box>419 71 549 99</box>
ad-body: FRIDAY, 4th DECEMBER, 1908, at 1 p.m. ABRAHAM & WILLIAMS, LTD., will sell as above — SHEEP — 150 good hoggets. CATTLE — 8 mixed cattle. <box>10 367 140 398</box>
advertisement <box>10 404 140 469</box>
advertisement <box>693 1140 823 1203</box>
ad-subtitle: (LIMITED.) WELLINGTON. And at AUCKLAND, CHRISTCHURCH & DUNEDIN. <box>151 1186 272 1215</box>
ad-subtitle: CHAMPION (1 IN 100) & (1 IN 200) <box>561 736 681 746</box>
ad-headline: MOFFAT-VIRTUE SHEEP-SHEARING MACHINES, <box>150 1060 273 1127</box>
ad-body: TUESDAY, DEC. 15th. CATTLE — 12 yearling dairy heifers, out of good dairy cows. <box>10 497 140 513</box>
advertisement <box>283 446 413 739</box>
ad-subtitle: FOR TERM OF 42 YEARS. <box>439 980 530 990</box>
column-heading: Auctioneers' Notices. <box>147 32 277 44</box>
advertisement <box>10 469 140 518</box>
